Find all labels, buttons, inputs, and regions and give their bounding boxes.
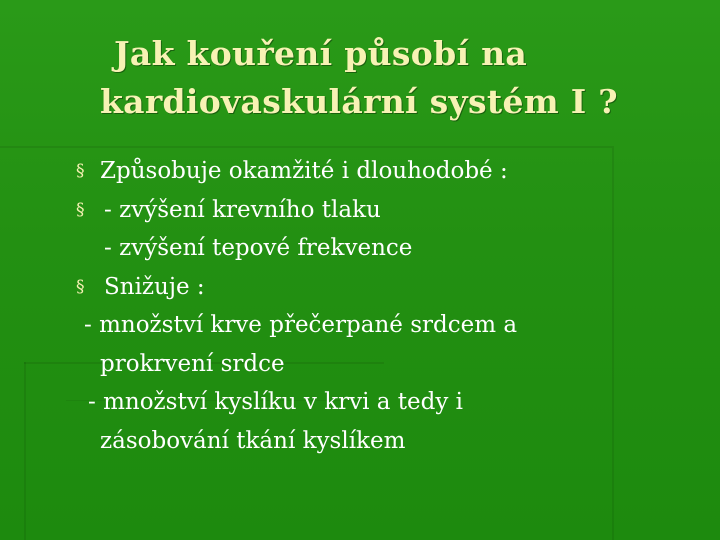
slide-body bbox=[0, 152, 640, 460]
text-line bbox=[0, 422, 640, 461]
bullet-text: - zvýšení krevního tlaku bbox=[104, 196, 381, 223]
text-line bbox=[0, 306, 640, 345]
slide-title bbox=[100, 30, 700, 126]
bullet-text: Způsobuje okamžité i dlouhodobé : bbox=[100, 158, 508, 184]
continuation-text: - zvýšení tepové frekvence bbox=[104, 235, 413, 261]
bullet-icon: § bbox=[76, 161, 85, 181]
bullet-item bbox=[0, 268, 640, 307]
bullet-item bbox=[0, 152, 640, 191]
title-line-2: kardiovaskulární systém I ? bbox=[100, 82, 618, 121]
bullet-text: Snižuje : bbox=[104, 273, 205, 300]
continuation-text: prokrvení srdce bbox=[100, 350, 285, 377]
bullet-icon: § bbox=[76, 199, 85, 220]
bullet-item bbox=[0, 191, 640, 230]
decorative-line bbox=[0, 146, 612, 148]
sub-item-text: - množství kyslíku v krvi a tedy i bbox=[88, 389, 464, 415]
title-line-1: Jak kouření působí na bbox=[114, 34, 528, 73]
text-line bbox=[0, 345, 640, 384]
continuation-text: zásobování tkání kyslíkem bbox=[100, 427, 406, 454]
text-line bbox=[0, 229, 640, 268]
bullet-icon: § bbox=[76, 276, 85, 297]
text-line bbox=[0, 383, 640, 422]
sub-item-text: - množství krve přečerpané srdcem a bbox=[84, 312, 518, 338]
